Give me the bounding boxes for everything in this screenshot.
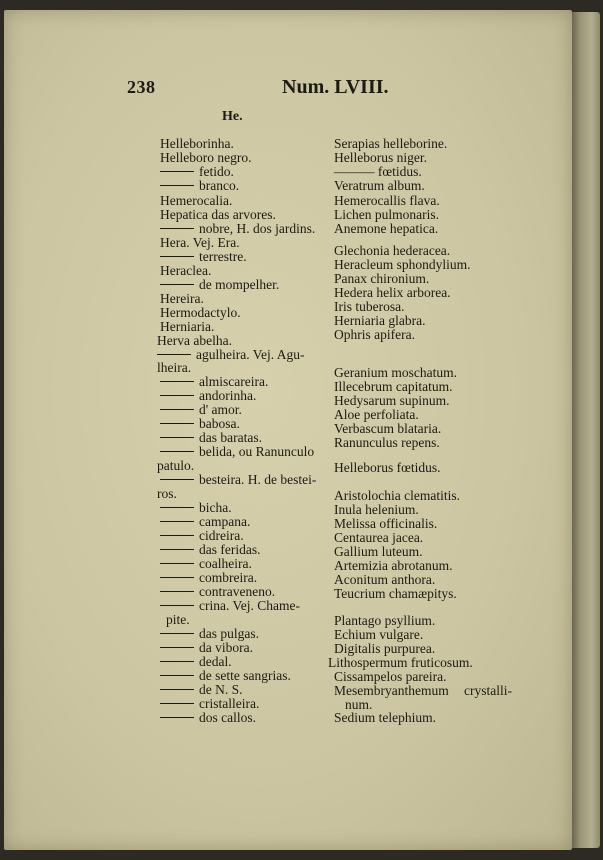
left-entry-text: terrestre. [199, 249, 247, 264]
ditto-dash [160, 563, 194, 564]
right-entry: Ranunculus repens. [334, 435, 440, 450]
ditto-dash [160, 395, 194, 396]
ditto-dash [160, 381, 194, 382]
left-entry-text: combreira. [199, 570, 258, 585]
left-entry [160, 697, 259, 711]
left-entry [160, 165, 234, 179]
right-entry: Inula helenium. [334, 502, 419, 517]
right-entry: Sedium telephium. [334, 710, 436, 725]
left-entry-text: contraveneno. [199, 584, 276, 599]
right-entry: Anemone hepatica. [334, 221, 439, 236]
section-heading: He. [222, 109, 243, 124]
paper-sheet [4, 10, 572, 850]
right-entry: Cissampelos pareira. [334, 669, 447, 684]
left-entry-text: bicha. [199, 500, 232, 515]
left-entry [160, 278, 279, 292]
left-entry-text: Helleboro negro. [160, 150, 252, 165]
left-entry-text: Helleborinha. [160, 136, 234, 151]
left-entry [160, 515, 250, 529]
left-entry-text: de sette sangrias. [199, 668, 291, 683]
right-entry: Aristolochia clematitis. [334, 488, 460, 503]
right-entry: Mesembryanthemum [334, 683, 449, 698]
left-entry-text: das feridas. [199, 542, 261, 557]
left-entry [160, 222, 315, 236]
ditto-dash [160, 535, 194, 536]
left-entry [160, 641, 253, 655]
page-number: 238 [127, 77, 156, 97]
ditto-dash [160, 605, 194, 606]
left-entry [160, 250, 247, 264]
right-entry: Glechonia hederacea. [334, 243, 451, 258]
ditto-dash [160, 521, 194, 522]
right-entry: Melissa officinalis. [334, 516, 438, 531]
right-entry: Iris tuberosa. [334, 299, 405, 314]
left-entry-text: dedal. [199, 654, 232, 669]
left-entry-text: andorinha. [199, 388, 257, 403]
left-entry [160, 151, 251, 165]
left-entry [160, 137, 234, 151]
left-entry-text: nobre, H. dos jardins. [199, 221, 316, 236]
right-entry: Serapias helleborine. [334, 136, 448, 151]
right-entry: Hemerocallis flava. [334, 193, 440, 208]
ditto-dash [160, 423, 194, 424]
left-entry [160, 389, 256, 403]
ditto-dash [160, 577, 194, 578]
right-entry: crystalli- [464, 683, 512, 698]
left-entry-text: Herniaria. [160, 319, 215, 334]
left-entry-text: Herva abelha. [157, 333, 232, 348]
left-entry [160, 264, 211, 278]
left-entry-text: almiscareira. [199, 374, 269, 389]
left-entry [160, 501, 232, 515]
left-entry-text: Hepatica das arvores. [160, 207, 276, 222]
ditto-dash [160, 591, 194, 592]
left-entry-text: cristalleira. [199, 696, 260, 711]
left-entry [160, 585, 275, 599]
ditto-dash [160, 661, 194, 662]
right-entry: Ophris apifera. [334, 327, 415, 342]
right-entry: Helleborus fœtidus. [334, 460, 441, 475]
ditto-dash [160, 479, 194, 480]
right-entry: Plantago psyllium. [334, 613, 436, 628]
left-entry-text: crina. Vej. Chame- [199, 598, 300, 613]
ditto-dash [160, 717, 194, 718]
right-entry: Panax chironium. [334, 271, 430, 286]
ditto-dash [157, 354, 191, 355]
left-entry [160, 711, 256, 725]
left-entry-text: besteira. H. de bestei- [199, 472, 317, 487]
left-entry [157, 459, 194, 473]
left-entry-text: ros. [157, 486, 177, 501]
left-entry [160, 417, 240, 431]
ditto-dash [160, 185, 194, 186]
left-entry [160, 208, 276, 222]
left-entry [160, 683, 243, 697]
left-entry-text: Hemerocalia. [160, 193, 233, 208]
left-entry-text: pite. [166, 612, 190, 627]
left-entry [157, 361, 191, 375]
page-edge [572, 12, 600, 848]
left-entry-text: branco. [199, 178, 240, 193]
left-entry-text: coalheira. [199, 556, 252, 571]
left-entry [160, 445, 314, 459]
right-entry: Teucrium chamæpitys. [334, 586, 457, 601]
left-entry-text: d' amor. [199, 402, 242, 417]
left-entry [160, 292, 204, 306]
left-entry [160, 375, 268, 389]
ditto-dash [160, 647, 194, 648]
left-entry [160, 179, 239, 193]
right-entry: num. [345, 697, 373, 712]
right-entry: Illecebrum capitatum. [334, 379, 453, 394]
right-entry: Aloe perfoliata. [334, 407, 419, 422]
left-entry-text: Hera. Vej. Era. [160, 235, 240, 250]
left-entry-text: cidreira. [199, 528, 244, 543]
right-entry: Verbascum blataria. [334, 421, 442, 436]
left-entry-text: belida, ou Ranunculo [199, 444, 315, 459]
left-entry-text: Hermodactylo. [160, 305, 241, 320]
ditto-dash [160, 437, 194, 438]
left-entry-text: da vibora. [199, 640, 253, 655]
left-entry [160, 194, 232, 208]
left-entry [160, 236, 240, 250]
left-entry-text: Heraclea. [160, 263, 212, 278]
right-entry: Gallium luteum. [334, 544, 423, 559]
left-entry-text: patulo. [157, 458, 195, 473]
right-entry: Echium vulgare. [334, 627, 424, 642]
page-title: Num. LVIII. [282, 76, 389, 98]
right-entry: Digitalis purpurea. [334, 641, 436, 656]
ditto-dash [160, 703, 194, 704]
ditto-dash [160, 549, 194, 550]
right-entry: Hedysarum supinum. [334, 393, 450, 408]
left-entry-text: fetido. [199, 164, 234, 179]
right-entry: Geranium moschatum. [334, 365, 457, 380]
left-entry [160, 403, 242, 417]
left-entry-text: de mompelher. [199, 277, 280, 292]
left-entry-text: babosa. [199, 416, 240, 431]
left-entry [160, 627, 259, 641]
left-entry-text: lheira. [157, 360, 192, 375]
left-entry [160, 655, 232, 669]
left-entry [160, 473, 316, 487]
left-entry [157, 487, 177, 501]
right-entry: Veratrum album. [334, 178, 425, 193]
right-entry: Centaurea jacea. [334, 530, 424, 545]
left-entry [160, 557, 252, 571]
left-entry [160, 320, 214, 334]
right-entry: Lithospermum fruticosum. [328, 655, 473, 670]
left-entry [160, 306, 241, 320]
right-entry: Heracleum sphondylium. [334, 257, 471, 272]
ditto-dash [160, 228, 194, 229]
ditto-dash [160, 451, 194, 452]
ditto-dash [160, 256, 194, 257]
left-entry-text: campana. [199, 514, 251, 529]
left-entry-text: Hereira. [160, 291, 204, 306]
left-entry-text: de N. S. [199, 682, 243, 697]
left-entry [157, 334, 232, 348]
left-entry [166, 613, 190, 627]
right-entry: Hedera helix arborea. [334, 285, 451, 300]
ditto-dash [160, 689, 194, 690]
right-entry: Aconitum anthora. [334, 572, 436, 587]
left-entry [160, 571, 257, 585]
ditto-dash [160, 507, 194, 508]
left-entry [160, 529, 244, 543]
right-entry: Helleborus niger. [334, 150, 427, 165]
right-entry: Artemizia abrotanum. [334, 558, 453, 573]
left-entry-text: agulheira. Vej. Agu- [196, 347, 305, 362]
ditto-dash [160, 675, 194, 676]
ditto-dash [160, 171, 194, 172]
left-entry [160, 669, 291, 683]
ditto-dash [160, 284, 194, 285]
ditto-dash [160, 409, 194, 410]
left-entry-text: das pulgas. [199, 626, 259, 641]
right-entry: Lichen pulmonaris. [334, 207, 439, 222]
right-entry: Herniaria glabra. [334, 313, 426, 328]
ditto-dash [160, 633, 194, 634]
left-entry-text: dos callos. [199, 710, 256, 725]
left-entry-text: das baratas. [199, 430, 262, 445]
left-entry [160, 431, 262, 445]
right-entry: ——— fœtidus. [334, 164, 422, 179]
left-entry [160, 599, 300, 613]
left-entry [160, 543, 260, 557]
